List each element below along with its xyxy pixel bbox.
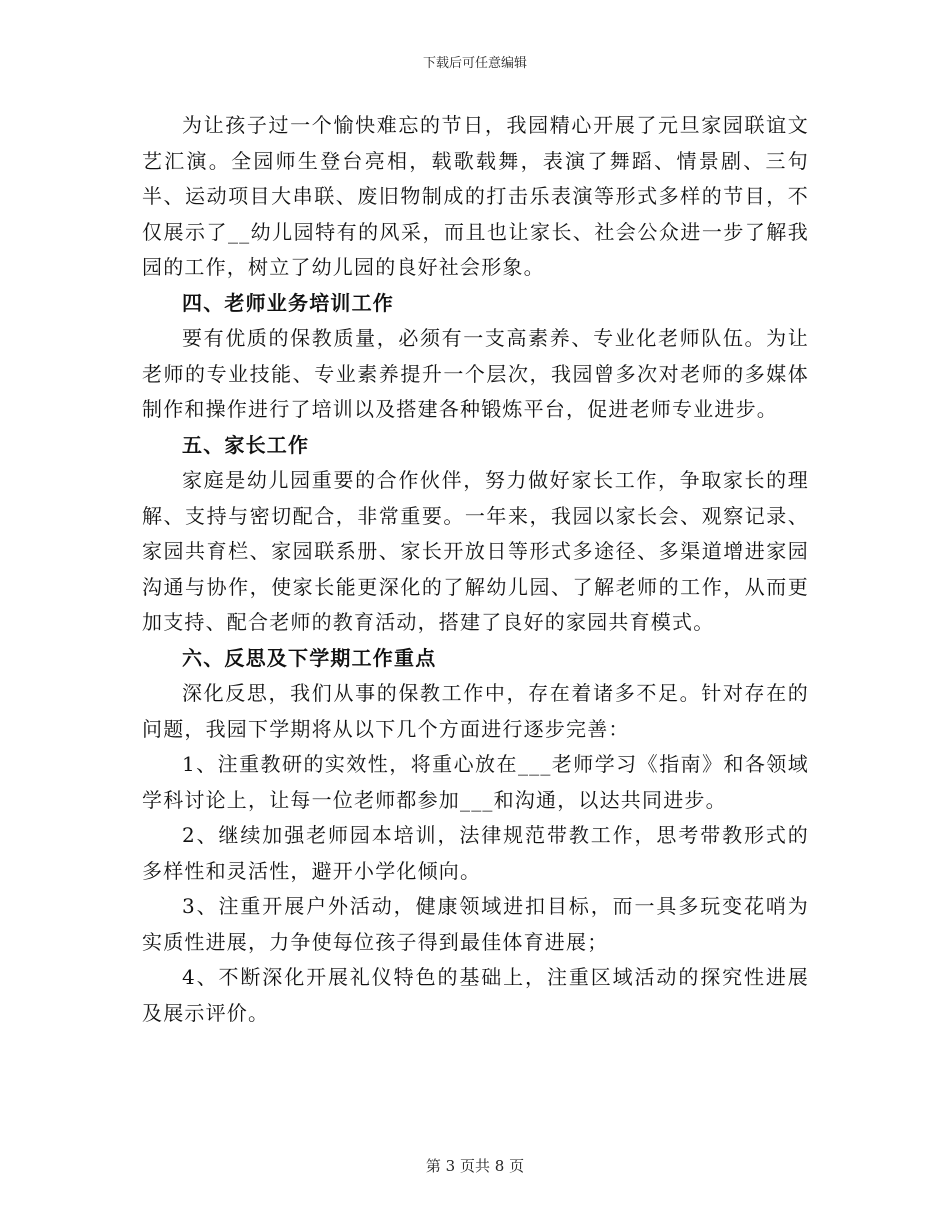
- list-item-1: 1、注重教研的实效性，将重心放在___老师学习《指南》和各领域学科讨论上，让每一位老师都参加___和沟通，以达共同进步。: [142, 752, 809, 812]
- paragraph-reflection: 深化反思，我们从事的保教工作中，存在着诸多不足。针对存在的问题，我园下学期将从以下几个方面进行逐步完善：: [142, 681, 809, 741]
- section-heading-reflection: 六、反思及下学期工作重点: [182, 645, 437, 670]
- paragraph-new-year-show: 为让孩子过一个愉快难忘的节日，我园精心开展了元旦家园联谊文艺汇演。全园师生登台亮相，载歌载舞，表演了舞蹈、情景剧、三句半、运动项目大串联、废旧物制成的打击乐表演等形式多样的节目，不仅展示了__幼儿园特有的风采，而且也让家长、社会公众进一步了解我园的工作，树立了幼儿园的良好社会形象。: [142, 113, 809, 279]
- list-item-3: 3、注重开展户外活动，健康领域进扣目标，而一具多玩变花哨为实质性进展，力争使每位孩子得到最佳体育进展；: [142, 894, 809, 954]
- page-footer: 第 3 页共 8 页: [425, 1157, 525, 1175]
- section-heading-parent-work: 五、家长工作: [182, 432, 310, 457]
- paragraph-parent-work: 家庭是幼儿园重要的合作伙伴，努力做好家长工作，争取家长的理解、支持与密切配合，非常重要。一年来，我园以家长会、观察记录、家园共育栏、家园联系册、家长开放日等形式多途径、多渠道增进家园沟通与协作，使家长能更深化的了解幼儿园、了解老师的工作，从而更加支持、配合老师的教育活动，搭建了良好的家园共育模式。: [142, 468, 809, 634]
- list-item-4: 4、不断深化开展礼仪特色的基础上，注重区域活动的探究性进展及展示评价。: [142, 965, 809, 1025]
- section-heading-teacher-training: 四、老师业务培训工作: [182, 290, 394, 315]
- list-item-2: 2、继续加强老师园本培训，法律规范带教工作，思考带教形式的多样性和灵活性，避开小学化倾向。: [142, 823, 809, 883]
- paragraph-teacher-training: 要有优质的保教质量，必须有一支高素养、专业化老师队伍。为让老师的专业技能、专业素养提升一个层次，我园曾多次对老师的多媒体制作和操作进行了培训以及搭建各种锻炼平台，促进老师专业进步。: [142, 326, 809, 421]
- document-body: [142, 108, 809, 1031]
- page-header: 下载后可任意编辑: [422, 56, 527, 71]
